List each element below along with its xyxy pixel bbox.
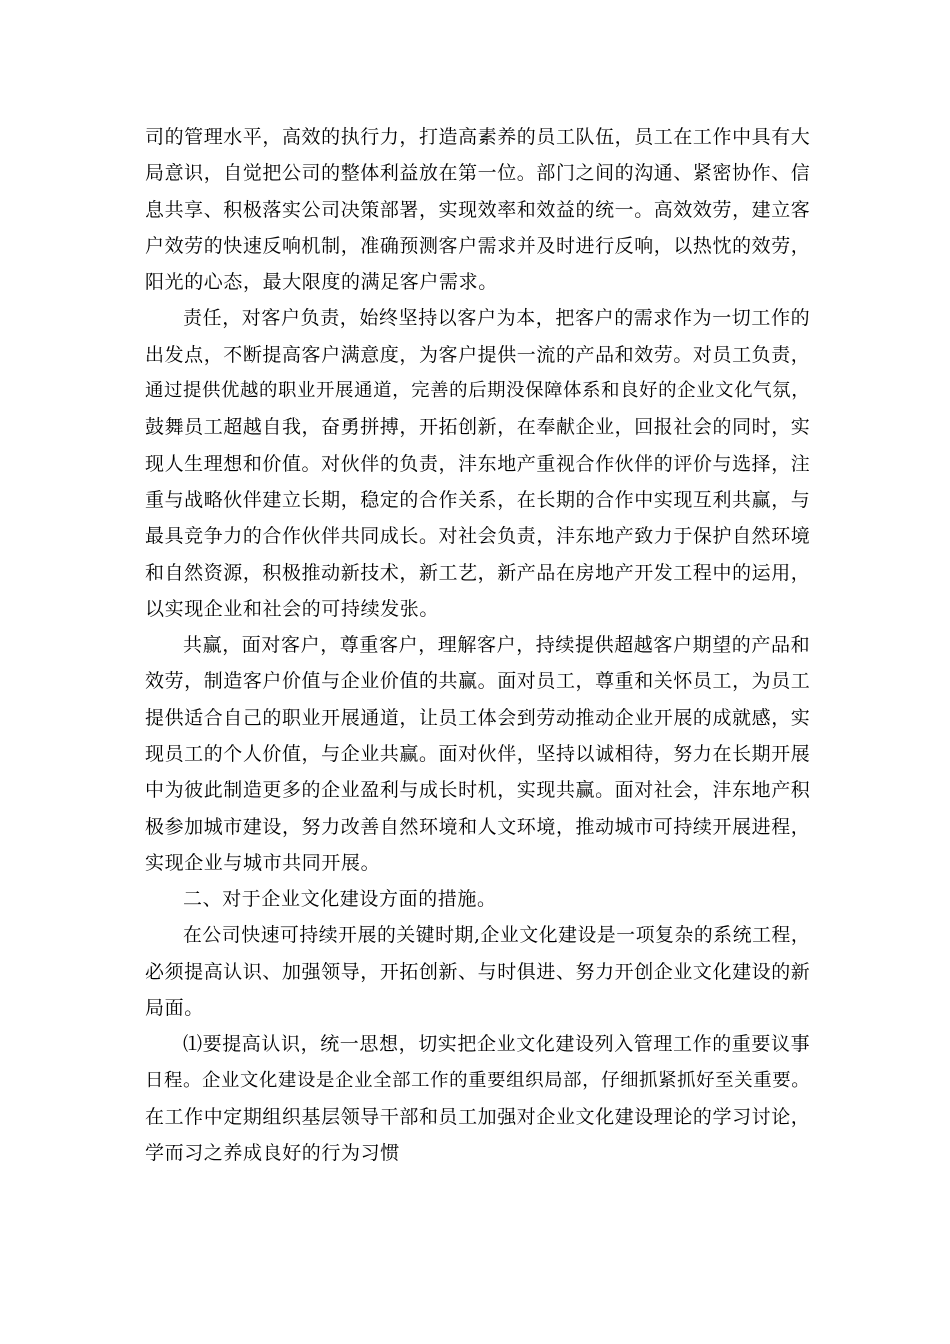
text-line: 学而习之养成良好的行为习惯 [145, 1142, 400, 1165]
text-line: 责任，对客户负责，始终坚持以客户为本，把客户的需求作为一切工作的 [183, 307, 811, 330]
text-line: 共赢，面对客户，尊重客户，理解客户，持续提供超越客户期望的产品和 [183, 634, 811, 657]
text-line: 局意识，自觉把公司的整体利益放在第一位。部门之间的沟通、紧密协作、信 [145, 162, 811, 185]
text-line: 中为彼此制造更多的企业盈利与成长时机，实现共赢。面对社会，沣东地产积 [145, 779, 811, 802]
text-line: 现员工的个人价值，与企业共赢。面对伙伴，坚持以诚相待，努力在长期开展 [145, 743, 811, 766]
text-line: 息共享、积极落实公司决策部署，实现效率和效益的统一。高效效劳，建立客 [145, 198, 811, 221]
text-line: 提供适合自己的职业开展通道，让员工体会到劳动推动企业开展的成就感，实 [145, 706, 811, 729]
text-line: 日程。企业文化建设是企业全部工作的重要组织局部，仔细抓紧抓好至关重要。 [145, 1069, 811, 1091]
text-line: 必须提高认识、加强领导，开拓创新、与时俱进、努力开创企业文化建设的新 [145, 960, 811, 983]
text-line: 重与战略伙伴建立长期，稳定的合作关系，在长期的合作中实现互利共赢，与 [145, 488, 811, 511]
text-line: 局面。 [145, 997, 204, 1020]
text-line: 司的管理水平，高效的执行力，打造高素养的员工队伍，员工在工作中具有大 [145, 126, 811, 148]
text-line: 效劳，制造客户价值与企业价值的共赢。面对员工，尊重和关怀员工，为员工 [145, 670, 811, 693]
text-line: 出发点，不断提高客户满意度，为客户提供一流的产品和效劳。对员工负责， [145, 343, 811, 366]
text-line: 阳光的心态，最大限度的满足客户需求。 [145, 271, 498, 294]
text-line: 在工作中定期组织基层领导干部和员工加强对企业文化建设理论的学习讨论， [145, 1106, 811, 1129]
text-line: 现人生理想和价值。对伙伴的负责，沣东地产重视合作伙伴的评价与选择，注 [145, 452, 811, 475]
text-line: 通过提供优越的职业开展通道，完善的后期没保障体系和良好的企业文化气氛， [145, 380, 811, 402]
text-line: 鼓舞员工超越自我，奋勇拼搏，开拓创新，在奉献企业，回报社会的同时，实 [145, 416, 811, 439]
text-line: 实现企业与城市共同开展。 [145, 851, 381, 874]
text-line: 户效劳的快速反响机制，准确预测客户需求并及时进行反响，以热忱的效劳， [145, 234, 811, 257]
text-line: 以实现企业和社会的可持续发张。 [145, 597, 440, 620]
text-line: 极参加城市建设，努力改善自然环境和人文环境，推动城市可持续开展进程， [145, 815, 811, 838]
text-line: 和自然资源，积极推动新技术，新工艺，新产品在房地产开发工程中的运用， [145, 561, 811, 584]
text-line: 最具竞争力的合作伙伴共同成长。对社会负责，沣东地产致力于保护自然环境 [145, 525, 811, 548]
text-line: 二、对于企业文化建设方面的措施。 [183, 888, 497, 911]
document-body [145, 119, 811, 1172]
text-line: ⑴要提高认识，统一思想，切实把企业文化建设列入管理工作的重要议事 [183, 1033, 811, 1056]
text-line: 在公司快速可持续开展的关键时期,企业文化建设是一项复杂的系统工程， [183, 924, 811, 946]
